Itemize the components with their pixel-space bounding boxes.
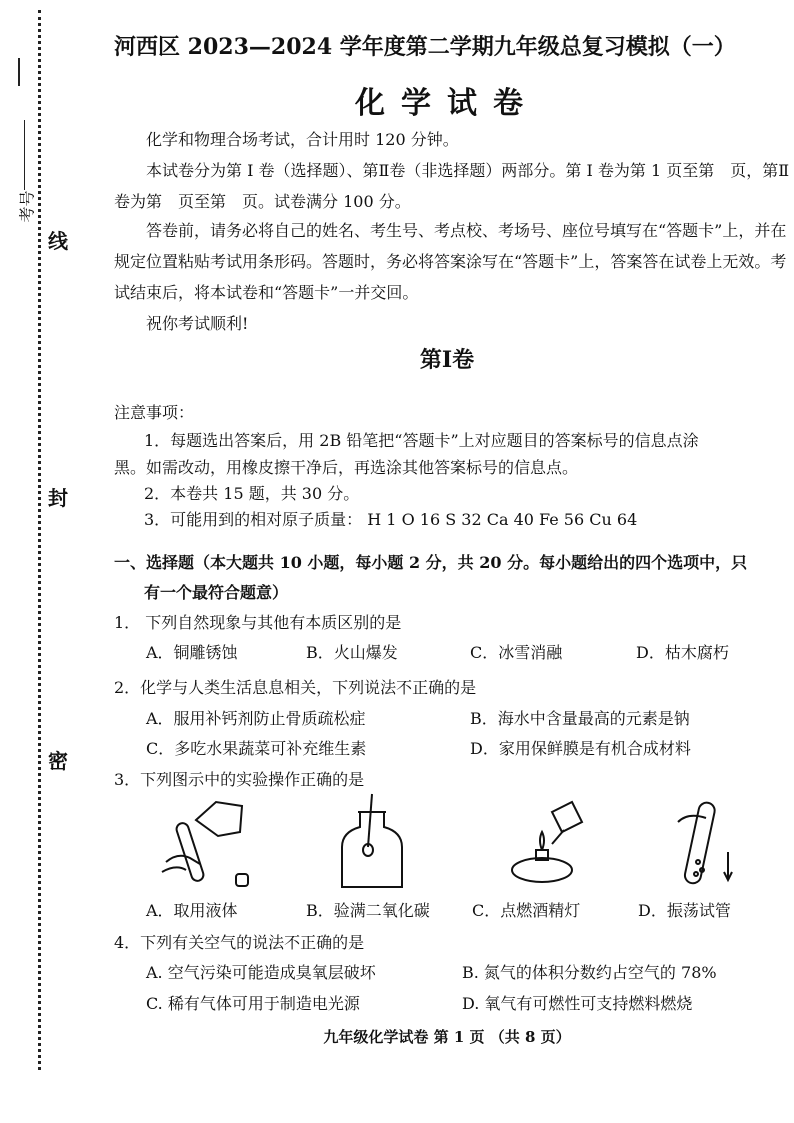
- q2-option-b: B．海水中含量最高的元素是钠: [470, 709, 690, 728]
- q3-option-b: B．验满二氧化碳: [306, 901, 430, 920]
- binding-char-line: 线: [48, 225, 68, 254]
- figure-co2-bottle: [322, 792, 432, 892]
- intro-paragraph-2: 本试卷分为第 Ⅰ 卷（选择题）、第Ⅱ卷（非选择题）两部分。第 Ⅰ 卷为第 1 页至第 页，第Ⅱ卷为第 页至第 页。试卷满分 100 分。: [114, 161, 790, 211]
- notice-3: 3．可能用到的相对原子质量： H 1 O 16 S 32 Ca 40 Fe 56 Cu 64: [144, 510, 638, 529]
- top-tick-mark: [18, 58, 20, 86]
- figure-shake-tube: [658, 792, 768, 892]
- name-blank-line: [24, 120, 26, 190]
- question-2-stem: 2．化学与人类生活息息相关，下列说法不正确的是: [114, 678, 477, 697]
- q2-option-c: C．多吃水果蔬菜可补充维生素: [146, 739, 367, 758]
- exam-subtitle: 化学试卷: [355, 86, 539, 121]
- q3-option-d: D．振荡试管: [638, 901, 731, 920]
- dotted-binding-line: [38, 10, 41, 1070]
- figure-alcohol-lamp: [492, 792, 602, 892]
- binding-char-secret: 密: [48, 745, 68, 774]
- intro-paragraph-4: 祝你考试顺利!: [146, 314, 249, 333]
- q1-option-d: D．枯木腐朽: [636, 643, 729, 662]
- question-3-stem: 3．下列图示中的实验操作正确的是: [114, 770, 365, 789]
- side-label: 考号: [17, 190, 37, 223]
- binding-char-seal: 封: [48, 482, 68, 511]
- q1-option-a: A．铜雕锈蚀: [146, 643, 238, 662]
- section-1-heading-a: 一、选择题（本大题共 10 小题，每小题 2 分，共 20 分。每小题给出的四个选项中，只: [114, 553, 748, 572]
- section-1-heading-b: 有一个最符合题意）: [144, 583, 289, 602]
- page-footer: 九年级化学试卷 第 1 页 （共 8 页）: [323, 1028, 571, 1046]
- figure-pour-liquid: [156, 792, 266, 892]
- binding-margin: [0, 0, 95, 1123]
- intro-paragraph-3: 答卷前，请务必将自己的姓名、考生号、考点校、考场号、座位号填写在“答题卡”上，并在规定位置粘贴考试用条形码。答题时，务必将答案涂写在“答题卡”上，答案答在试卷上无效。考试结束后，将本试卷和“答题卡”一并交回。: [114, 221, 787, 302]
- notice-1b: 黑。如需改动，用橡皮擦干净后，再选涂其他答案标号的信息点。: [114, 458, 579, 477]
- q2-option-d: D．家用保鲜膜是有机合成材料: [470, 739, 691, 758]
- q4-option-a: A. 空气污染可能造成臭氧层破坏: [146, 963, 376, 982]
- notice-2: 2．本卷共 15 题，共 30 分。: [144, 484, 360, 503]
- exam-title: 河西区 2023—2024 学年度第二学期九年级总复习模拟（一）: [114, 34, 736, 60]
- notice-1a: 1．每题选出答案后，用 2B 铅笔把“答题卡”上对应题目的答案标号的信息点涂: [144, 431, 699, 450]
- q1-option-c: C．冰雪消融: [470, 643, 563, 662]
- notice-label: 注意事项：: [114, 403, 195, 422]
- q2-option-a: A．服用补钙剂防止骨质疏松症: [146, 709, 366, 728]
- q4-option-c: C. 稀有气体可用于制造电光源: [146, 994, 360, 1013]
- q4-option-b: B. 氮气的体积分数约占空气的 78%: [462, 963, 717, 982]
- q3-option-a: A．取用液体: [146, 901, 238, 920]
- q1-option-b: B．火山爆发: [306, 643, 398, 662]
- part-1-title: 第Ⅰ卷: [419, 347, 475, 373]
- q3-option-c: C．点燃酒精灯: [472, 901, 581, 920]
- question-4-stem: 4．下列有关空气的说法不正确的是: [114, 933, 365, 952]
- intro-paragraph-1: 化学和物理合场考试，合计用时 120 分钟。: [146, 130, 459, 149]
- question-1-stem: 1． 下列自然现象与其他有本质区别的是: [114, 613, 402, 632]
- q4-option-d: D. 氧气有可燃性可支持燃料燃烧: [462, 994, 693, 1013]
- exam-page: [100, 0, 794, 1123]
